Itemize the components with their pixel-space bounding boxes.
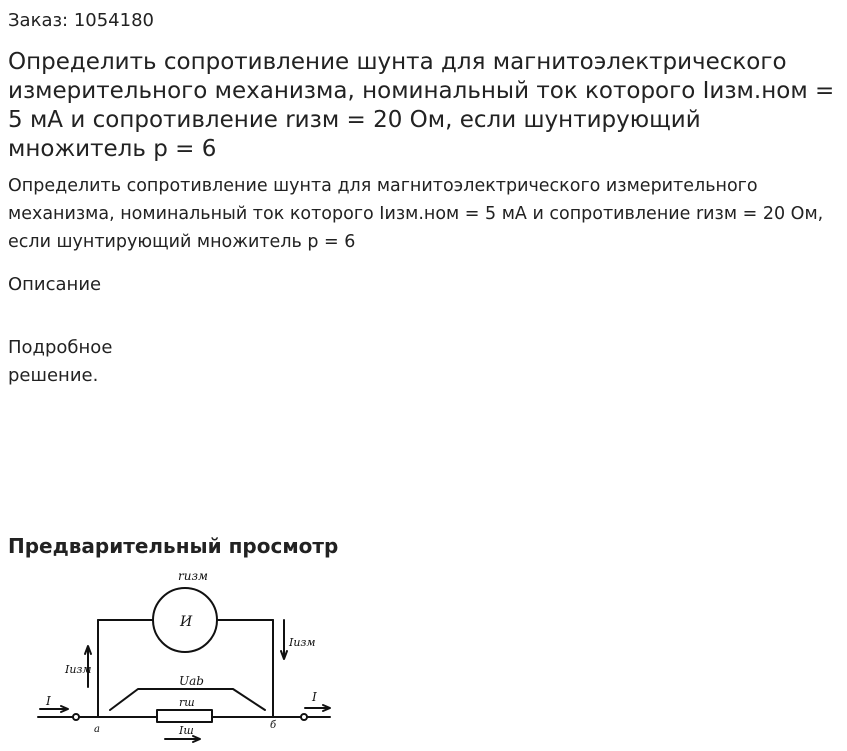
voltage-label: Uab [179, 674, 204, 688]
preview-heading: Предварительный просмотр [8, 534, 339, 558]
circuit-preview-image [28, 562, 338, 747]
output-current-label: I [312, 690, 317, 704]
meter-resistance-label: rизм [178, 569, 208, 583]
description-text: Подробное решение. [8, 337, 113, 386]
problem-title: Определить сопротивление шунта для магнитоэлектрического измерительного механизма, номинальный ток которого Iизм.ном = 5 мА и сопротивление rизм = 20 Ом, если шунтирующий множитель p = 6 [8, 49, 835, 162]
node-a-label: a [94, 724, 100, 735]
right-current-label: Iизм [289, 636, 316, 649]
circuit-diagram [28, 562, 338, 747]
problem-statement: Определить сопротивление шунта для магнитоэлектрического измерительного механизма, номинальный ток которого Iизм.ном = 5 мА и сопротивление rизм = 20 Ом, если шунтирующий множитель p = 6 [8, 176, 824, 252]
description-heading: Описание [8, 274, 102, 295]
output-current-arrow [305, 705, 330, 711]
node-b-label: б [270, 720, 277, 731]
input-current-label: I [46, 694, 51, 708]
right-current-arrow [281, 620, 287, 659]
input-current-arrow [40, 706, 68, 712]
meter-symbol-label: И [180, 614, 193, 630]
shunt-resistance-label: rш [179, 696, 195, 709]
shunt-resistor [157, 710, 212, 722]
shunt-current-label: Iш [179, 724, 194, 737]
left-current-label: Iизм [65, 663, 92, 676]
order-number: Заказ: 1054180 [8, 10, 154, 31]
